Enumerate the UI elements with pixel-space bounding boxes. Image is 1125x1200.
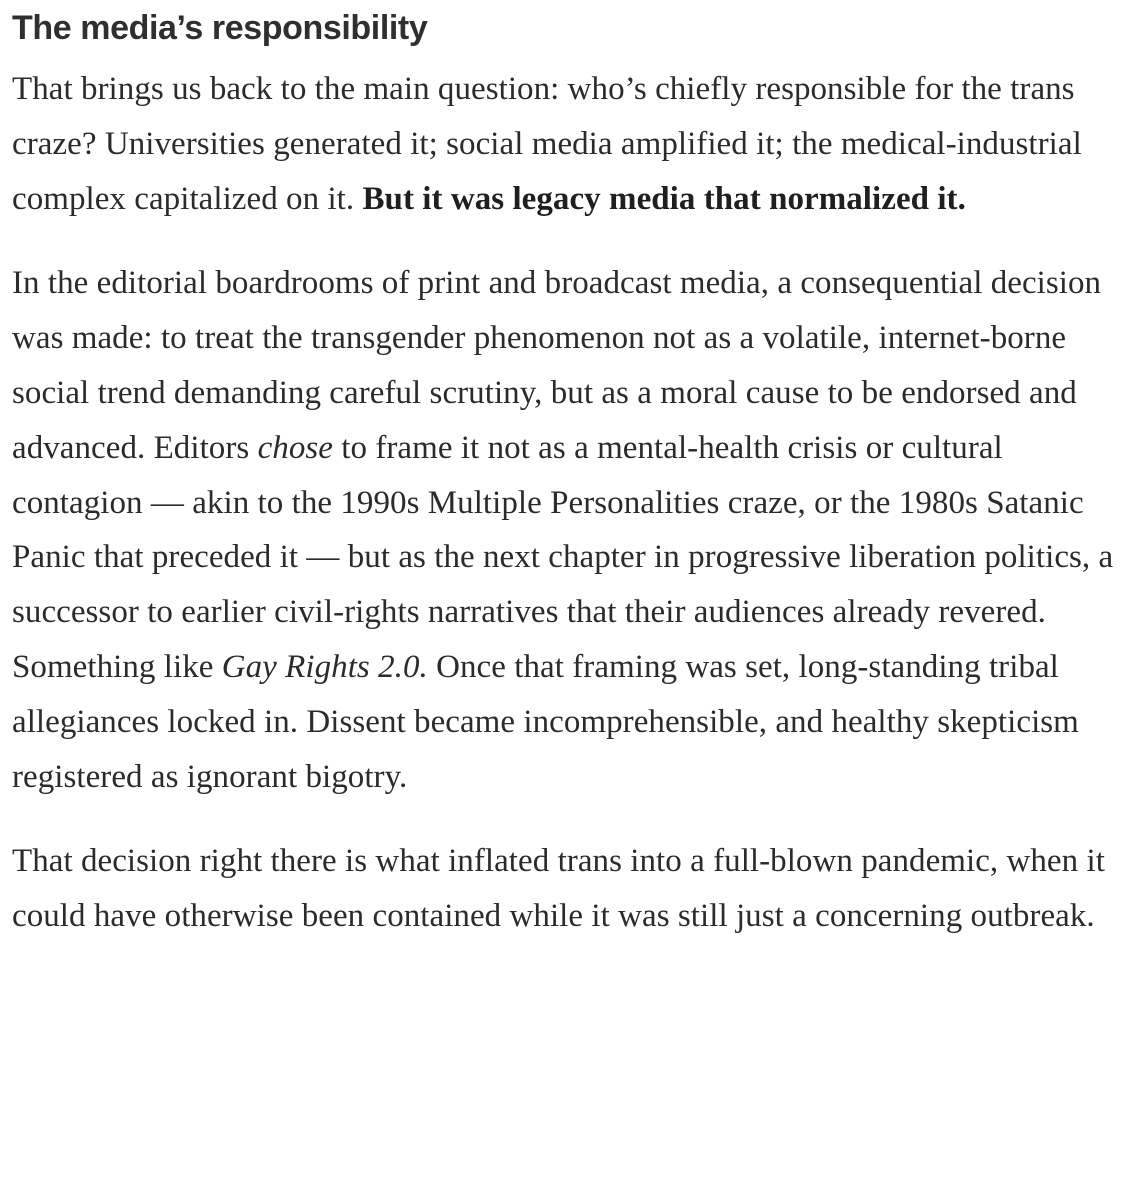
paragraph-responsibility <box>12 62 1115 226</box>
italic-emphasis-chose: chose <box>257 429 333 466</box>
paragraph-conclusion: That decision right there is what inflated trans into a full-blown pandemic, when it could have otherwise been contained while it was still just a concerning outbreak. <box>12 843 1105 935</box>
italic-emphasis-gay-rights: Gay Rights 2.0. <box>221 648 428 685</box>
paragraph-text: That brings us back to the main question: who’s chiefly responsible for the trans craze? Universities generated it; social media amplified it; the medical-industrial complex capitalized on it. <box>12 71 1082 217</box>
paragraph-text-part-2: to frame it not as a mental-health crisis or cultural contagion — akin to the 1990s Multiple Personalities craze, or the 1980s Satanic Panic that preceded it — but as the next chapter in progressive liberation politics, a successor to earlier civil-rights narratives that their audiences already revered. Something like <box>12 429 1114 685</box>
paragraph-editorial-decision <box>12 256 1115 804</box>
paragraph-text-part-1: In the editorial boardrooms of print and broadcast media, a consequential decision was made: to treat the transgender phenomenon not as a volatile, internet-borne social trend demanding careful scrutiny, but as a moral cause to be endorsed and advanced. Editors <box>12 265 1102 466</box>
paragraph-text-part-3: Once that framing was set, long-standing tribal allegiances locked in. Dissent became incomprehensible, and healthy skepticism registered as ignorant bigotry. <box>12 648 1079 795</box>
bold-emphasis: But it was legacy media that normalized it. <box>362 180 966 217</box>
section-heading: The media’s responsibility <box>12 9 428 47</box>
